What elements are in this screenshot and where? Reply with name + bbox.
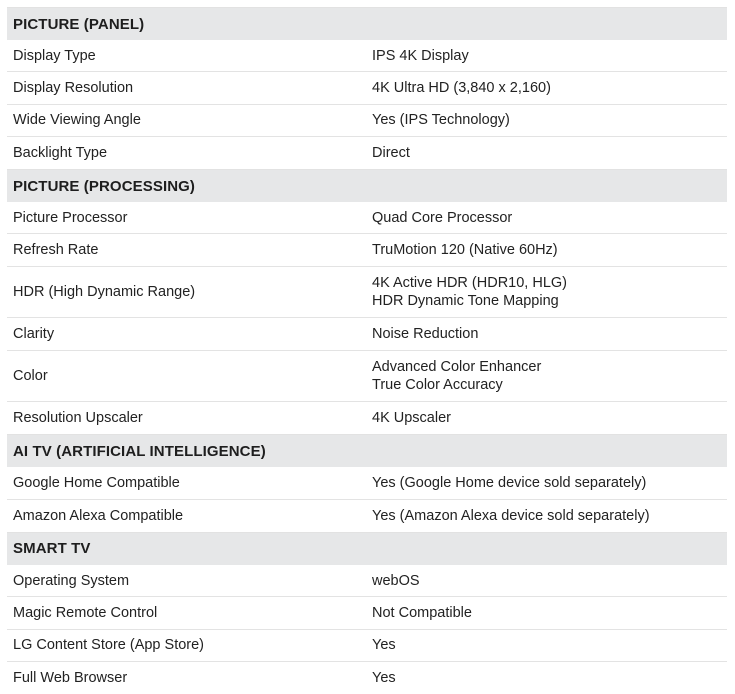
spec-value [372,409,727,427]
spec-value [372,241,727,259]
spec-value [372,636,727,654]
spec-value-line: IPS 4K Display [372,47,469,64]
spec-row-wide-viewing-angle [7,105,727,137]
spec-label: Wide Viewing Angle [13,112,141,129]
spec-value-line: Quad Core Processor [372,209,513,226]
spec-row-hdr [7,267,727,319]
spec-row-operating-system [7,565,727,597]
section-header-ai-tv: AI TV (ARTIFICIAL INTELLIGENCE) [7,434,727,467]
spec-row-refresh-rate [7,234,727,266]
spec-row-picture-processor [7,202,727,234]
spec-value-line: Yes [372,637,396,654]
spec-label: Amazon Alexa Compatible [13,507,184,524]
spec-value [372,572,727,590]
spec-row-backlight-type [7,137,727,169]
spec-value-line: Direct [372,145,410,162]
spec-value [372,47,727,65]
spec-label: HDR (High Dynamic Range) [13,284,196,301]
spec-row-color [7,351,727,403]
spec-label: Picture Processor [13,209,128,226]
spec-label: Operating System [13,572,130,589]
spec-value-line: HDR Dynamic Tone Mapping [372,293,559,310]
spec-label: Color [13,367,48,384]
spec-value-line: 4K Active HDR (HDR10, HLG) [372,275,567,292]
spec-row-magic-remote [7,597,727,629]
spec-label: Full Web Browser [13,670,128,686]
spec-value [372,209,727,227]
spec-label: Display Type [13,47,96,64]
spec-value-line: True Color Accuracy [372,376,503,393]
spec-row-google-home [7,467,727,499]
spec-row-display-resolution [7,72,727,104]
spec-value-line: TruMotion 120 (Native 60Hz) [372,242,558,259]
spec-row-resolution-upscaler [7,402,727,434]
spec-label: LG Content Store (App Store) [13,637,205,654]
spec-row-display-type [7,40,727,72]
section-header-smart-tv: SMART TV [7,532,727,565]
spec-value [372,507,727,525]
spec-value-line: Noise Reduction [372,325,479,342]
spec-value [372,474,727,492]
spec-label: Clarity [13,325,55,342]
spec-value [372,111,727,129]
spec-value [372,325,727,343]
spec-value [372,669,727,687]
spec-value-line: Yes (Google Home device sold separately) [372,475,647,492]
spec-label: Backlight Type [13,145,108,162]
spec-label: Refresh Rate [13,242,99,259]
spec-label: Google Home Compatible [13,475,180,492]
spec-label: Magic Remote Control [13,604,158,621]
spec-value [372,274,727,310]
section-header-picture-processing: PICTURE (PROCESSING) [7,169,727,202]
spec-value [372,358,727,394]
spec-value [372,144,727,162]
spec-row-full-web-browser [7,662,727,694]
spec-table [7,7,727,694]
spec-value-line: Advanced Color Enhancer [372,358,542,375]
spec-value-line: Not Compatible [372,604,472,621]
spec-value [372,79,727,97]
spec-value-line: Yes (Amazon Alexa device sold separately) [372,507,650,524]
spec-row-amazon-alexa [7,500,727,532]
spec-value-line: Yes [372,670,396,686]
spec-label: Display Resolution [13,79,134,96]
spec-value-line: Yes (IPS Technology) [372,112,510,129]
spec-value [372,604,727,622]
spec-row-lg-content-store [7,630,727,662]
spec-row-clarity [7,318,727,350]
spec-value-line: 4K Upscaler [372,410,451,427]
section-header-picture-panel: PICTURE (PANEL) [7,7,727,40]
spec-label: Resolution Upscaler [13,410,143,427]
spec-value-line: webOS [372,572,420,589]
spec-value-line: 4K Ultra HD (3,840 x 2,160) [372,79,551,96]
